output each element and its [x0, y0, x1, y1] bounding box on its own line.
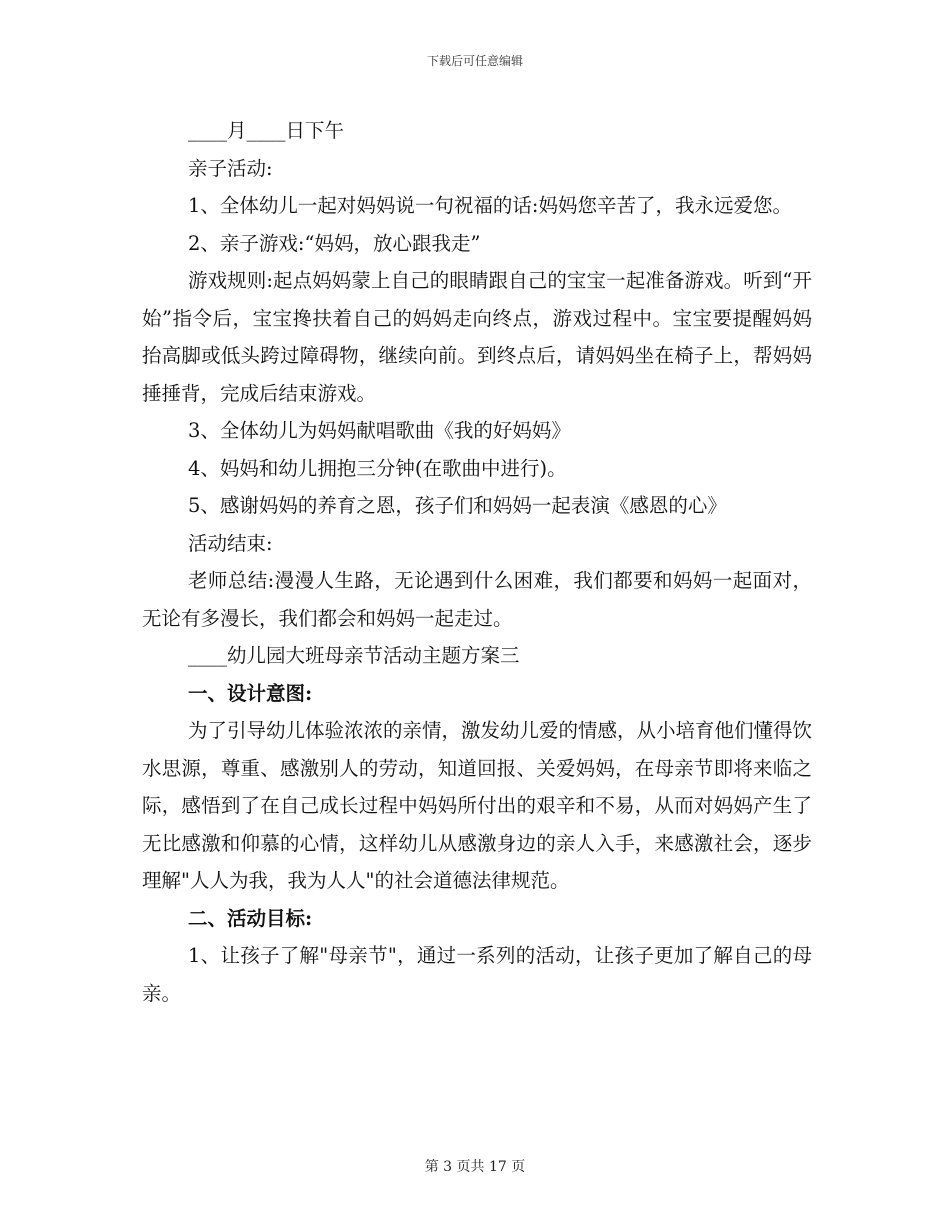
document-body — [142, 112, 812, 1012]
date-line: ____月____日下午 — [188, 119, 345, 142]
activity-end-label: 活动结束: — [188, 531, 273, 555]
plan-three-title: ____幼儿园大班母亲节活动主题方案三 — [188, 644, 520, 667]
activity-item-4: 4、妈妈和幼儿拥抱三分钟(在歌曲中进行)。 — [188, 456, 567, 480]
activity-item-1: 1、全体幼儿一起对妈妈说一句祝福的话:妈妈您辛苦了，我永远爱您。 — [188, 194, 792, 217]
teacher-summary-paragraph: 老师总结:漫漫人生路，无论遇到什么困难，我们都要和妈妈一起面对，无论有多漫长，我们都会和妈妈一起走过。 — [142, 569, 812, 630]
design-intent-paragraph: 为了引导幼儿体验浓浓的亲情，激发幼儿爱的情感，从小培育他们懂得饮水思源，尊重、感激别人的劳动，知道回报、关爱妈妈，在母亲节即将来临之际，感悟到了在自己成长过程中妈妈所付出的艰辛和不易，从而对妈妈产生了无比感激和仰慕的心情，这样幼儿从感激身边的亲人入手，来感激社会，逐步理解"人人为我，我为人人"的社会道德法律规范。 — [142, 719, 813, 892]
page-footer: 第 3 页共 17 页 — [424, 1159, 526, 1175]
activity-item-3: 3、全体幼儿为妈妈献唱歌曲《我的好妈妈》 — [188, 419, 571, 442]
page-header: 下载后可任意编辑 — [426, 54, 523, 68]
heading-design-intent: 一、设计意图: — [188, 681, 313, 705]
heading-activity-goals: 二、活动目标: — [188, 906, 313, 930]
activity-item-5: 5、感谢妈妈的养育之恩，孩子们和妈妈一起表演《感恩的心》 — [188, 494, 727, 517]
activity-item-2: 2、亲子游戏:“妈妈，放心跟我走” — [188, 231, 481, 255]
section-label-parent-child: 亲子活动: — [188, 156, 273, 180]
goal-item-1: 1、让孩子了解"母亲节"，通过一系列的活动，让孩子更加了解自己的母亲。 — [142, 944, 812, 1005]
game-rules-paragraph: 游戏规则:起点妈妈蒙上自己的眼睛跟自己的宝宝一起准备游戏。听到“开始”指令后，宝宝搀扶着自己的妈妈走向终点，游戏过程中。宝宝要提醒妈妈抬高脚或低头跨过障碍物，继续向前。到终点后，请妈妈坐在椅子上，帮妈妈捶捶背，完成后结束游戏。 — [142, 269, 812, 405]
